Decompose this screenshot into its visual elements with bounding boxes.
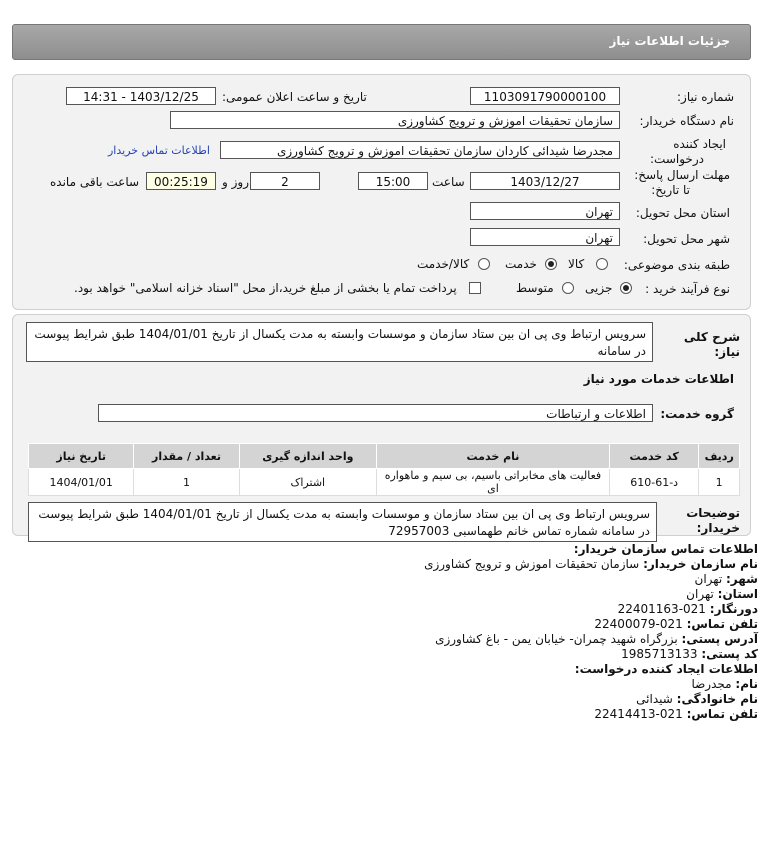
contact-city: تهران [694, 572, 723, 586]
deadline-time-field[interactable]: 15:00 [358, 172, 428, 190]
services-table [28, 443, 740, 496]
description-label-2: نیاز: [714, 345, 740, 359]
days-label: روز و [222, 175, 249, 189]
col-service-name: نام خدمت [376, 444, 609, 469]
cell-quantity: 1 [134, 469, 239, 496]
creator-name-row: نام: مجدرضا [691, 677, 758, 691]
announce-date-label: تاریخ و ساعت اعلان عمومی: [222, 90, 367, 104]
contact-province-row: استان: تهران [686, 587, 758, 601]
contact-org: سازمان تحقیقات اموزش و ترویج کشاورزی [424, 557, 640, 571]
col-service-code: کد خدمت [609, 444, 698, 469]
category-option-goods-service: کالا/خدمت [417, 257, 470, 271]
process-radio-minor[interactable] [620, 282, 632, 294]
province-label: استان محل تحویل: [635, 206, 730, 220]
category-option-service: خدمت [505, 257, 537, 271]
buyer-notes-label-2: خریدار: [696, 521, 740, 535]
need-details-panel [12, 74, 751, 310]
description-label-1: شرح کلی [683, 330, 740, 344]
buyer-notes-label-1: توضیحات [686, 506, 740, 520]
creator-phone: 021-22414413 [594, 707, 683, 721]
deadline-label-2: تا تاریخ: [651, 183, 690, 197]
payment-text: پرداخت تمام یا بخشی از مبلغ خرید،از محل "اسناد خزانه اسلامی" خواهد بود. [74, 281, 457, 295]
page-title: جزئیات اطلاعات نیاز [609, 34, 730, 48]
contact-info [18, 542, 758, 722]
contact-phone-row: تلفن تماس: 021-22400079 [594, 617, 758, 631]
category-radio-goods[interactable] [596, 258, 608, 270]
creator-info-title: اطلاعات ایجاد کننده درخواست: [574, 662, 758, 676]
contact-postal: 1985713133 [621, 647, 698, 661]
process-label: نوع فرآیند خرید : [645, 282, 730, 296]
cell-service-name: فعالیت های مخابراتی باسیم، بی سیم و ماهواره ای [376, 469, 609, 496]
days-field[interactable]: 2 [250, 172, 320, 190]
process-option-medium: متوسط [516, 281, 554, 295]
contact-fax: 021-22401163 [617, 602, 706, 616]
deadline-label-1: مهلت ارسال پاسخ: [634, 168, 730, 182]
contact-phone: 021-22400079 [594, 617, 683, 631]
deadline-date-field[interactable]: 1403/12/27 [470, 172, 620, 190]
table-row [29, 469, 740, 496]
col-need-date: تاریخ نیاز [29, 444, 134, 469]
contact-org-row: نام سازمان خریدار: سازمان تحقیقات اموزش و ترویج کشاورزی [424, 557, 758, 571]
cell-service-code: د-61-610 [609, 469, 698, 496]
city-label: شهر محل تحویل: [643, 232, 730, 246]
col-unit: واحد اندازه گیری [239, 444, 376, 469]
contact-province: تهران [686, 587, 714, 601]
services-section-title: اطلاعات خدمات مورد نیاز [583, 372, 734, 386]
description-field: سرویس ارتباط وی پی ان بین ستاد سازمان و موسسات وابسته به مدت یکسال از تاریخ 1404/01/01 طبق شرایط پیوست در سامانه [26, 322, 653, 362]
need-number-label: شماره نیاز: [677, 90, 734, 104]
contact-address-row: آدرس پستی: بزرگراه شهید چمران- خیابان یمن - باغ کشاورزی [435, 632, 758, 646]
contact-city-row: شهر: تهران [694, 572, 758, 586]
creator-label-2: درخواست: [650, 152, 704, 166]
creator-phone-row: تلفن تماس: 021-22414413 [594, 707, 758, 721]
category-radio-service[interactable] [545, 258, 557, 270]
city-field[interactable]: تهران [470, 228, 620, 246]
creator-name: مجدرضا [691, 677, 732, 691]
cell-unit: اشتراک [239, 469, 376, 496]
announce-date-field[interactable]: 1403/12/25 - 14:31 [66, 87, 216, 105]
remaining-time-label: ساعت باقی مانده [50, 175, 140, 189]
buyer-org-field[interactable]: سازمان تحقیقات اموزش و ترویج کشاورزی [170, 111, 620, 129]
contact-fax-row: دورنگار: 021-22401163 [617, 602, 758, 616]
remaining-time-field: 00:25:19 [146, 172, 216, 190]
payment-checkbox[interactable] [469, 282, 481, 294]
creator-family-row: نام خانوادگی: شیدائی [636, 692, 758, 706]
buyer-notes-field: سرویس ارتباط وی پی ان بین ستاد سازمان و موسسات وابسته به مدت یکسال از تاریخ 1404/01/01 طبق شرایط پیوست در سامانه شماره تماس خانم طهماسبی 72957003 [28, 502, 657, 542]
col-quantity: تعداد / مقدار [134, 444, 239, 469]
category-label: طبقه بندی موضوعی: [623, 258, 730, 272]
service-group-field[interactable]: اطلاعات و ارتباطات [98, 404, 653, 422]
creator-family: شیدائی [636, 692, 673, 706]
category-radio-goods-service[interactable] [478, 258, 490, 270]
contact-title: اطلاعات تماس سازمان خریدار: [573, 542, 758, 556]
cell-need-date: 1404/01/01 [29, 469, 134, 496]
creator-label-1: ایجاد کننده [673, 137, 726, 151]
buyer-contact-link[interactable]: اطلاعات تماس خریدار [108, 144, 210, 157]
creator-field[interactable]: مجدرضا شیدائی کاردان سازمان تحقیقات اموزش و ترویج کشاورزی [220, 141, 620, 159]
need-number-field[interactable]: 1103091790000100 [470, 87, 620, 105]
page-header [12, 24, 751, 60]
cell-row: 1 [699, 469, 740, 496]
process-option-minor: جزیی [585, 281, 613, 295]
process-radio-medium[interactable] [562, 282, 574, 294]
category-option-goods: کالا [568, 257, 585, 271]
col-row: ردیف [699, 444, 740, 469]
buyer-org-label: نام دستگاه خریدار: [639, 114, 734, 128]
province-field[interactable]: تهران [470, 202, 620, 220]
service-group-label: گروه خدمت: [660, 407, 734, 421]
contact-address: بزرگراه شهید چمران- خیابان یمن - باغ کشاورزی [435, 632, 678, 646]
deadline-time-label: ساعت [432, 175, 465, 189]
contact-postal-row: کد پستی: 1985713133 [621, 647, 758, 661]
